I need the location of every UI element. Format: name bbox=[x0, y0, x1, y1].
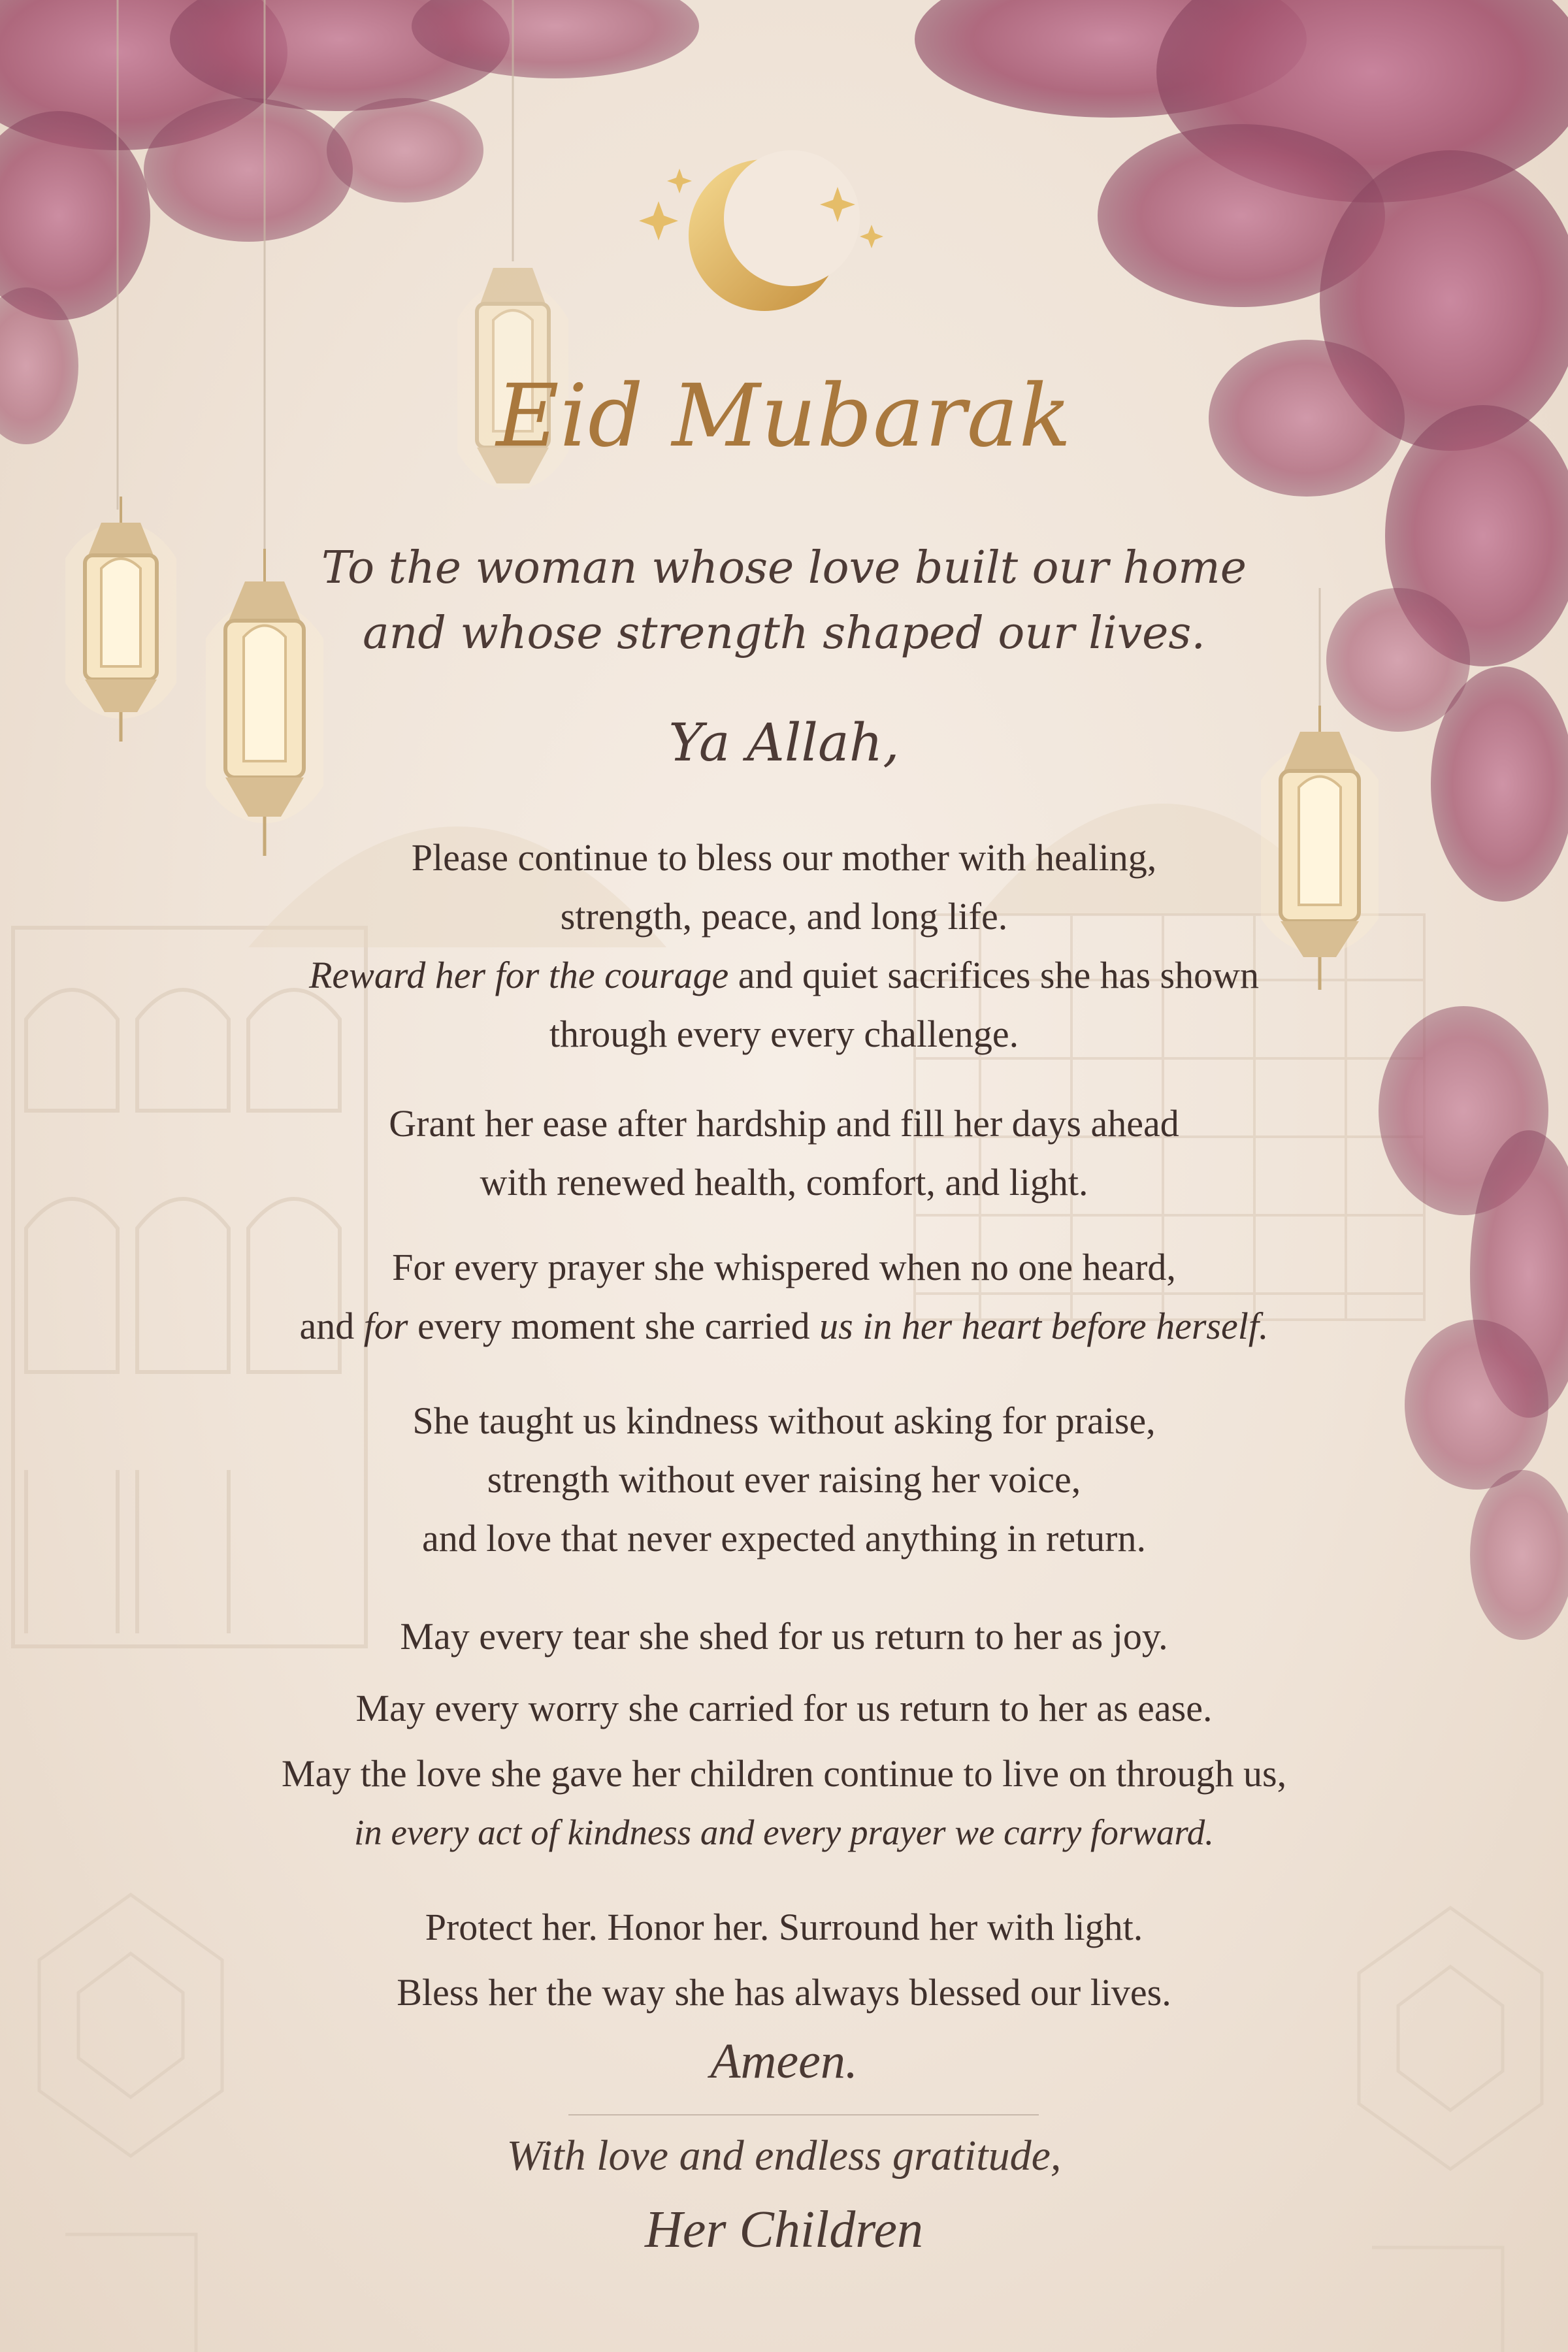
prayer-paragraph-2 bbox=[0, 1094, 1568, 1212]
prayer-paragraph-5 bbox=[0, 1601, 1568, 1744]
prayer-line bbox=[0, 1297, 1568, 1356]
signature: Her Children bbox=[645, 2201, 923, 2259]
closing-line: With love and endless gratitude, bbox=[506, 2132, 1062, 2180]
prayer-line bbox=[0, 946, 1568, 1005]
prayer-line-segment: every moment she carried bbox=[408, 1305, 820, 1347]
crescent-moon-icon bbox=[689, 150, 860, 311]
card-title: Eid Mubarak bbox=[496, 366, 1072, 466]
prayer-line: May the love she gave her children continue to live on through us, bbox=[281, 1752, 1287, 1795]
intro-line: and whose strength shaped our lives. bbox=[363, 608, 1205, 659]
prayer-line-italic: Reward her for the courage bbox=[309, 954, 729, 996]
prayer-paragraph-1 bbox=[0, 828, 1568, 1064]
divider-line bbox=[568, 2114, 1039, 2115]
prayer-line: She taught us kindness without asking for praise, bbox=[412, 1399, 1156, 1442]
ya-allah-heading: Ya Allah, bbox=[668, 712, 900, 773]
prayer-paragraph-7 bbox=[0, 1895, 1568, 2025]
crescent-moon-group bbox=[627, 150, 902, 320]
intro-line: To the woman whose love built our home bbox=[321, 542, 1247, 594]
prayer-paragraph-4 bbox=[0, 1392, 1568, 1568]
prayer-line: For every prayer she whispered when no one heard, bbox=[392, 1246, 1176, 1288]
prayer-line: Grant her ease after hardship and fill her days ahead bbox=[389, 1102, 1179, 1145]
prayer-line-italic: us in her heart before herself. bbox=[819, 1305, 1269, 1347]
prayer-line-italic: in every act of kindness and every prayer we carry forward. bbox=[353, 1812, 1215, 1852]
prayer-line: Protect her. Honor her. Surround her with light. bbox=[425, 1906, 1143, 1948]
prayer-paragraph-3 bbox=[0, 1238, 1568, 1356]
prayer-line: with renewed health, comfort, and light. bbox=[480, 1161, 1088, 1203]
prayer-paragraph-6 bbox=[0, 1744, 1568, 1862]
prayer-line-italic: for bbox=[363, 1305, 408, 1347]
prayer-line-rest: and quiet sacrifices she has shown bbox=[728, 954, 1259, 996]
prayer-line-segment: and bbox=[299, 1305, 364, 1347]
prayer-line: and love that never expected anything in return. bbox=[421, 1517, 1147, 1560]
prayer-line: through every every challenge. bbox=[549, 1013, 1019, 1055]
prayer-line: Please continue to bless our mother with healing, bbox=[411, 836, 1157, 879]
prayer-line: Bless her the way she has always blessed our lives. bbox=[397, 1971, 1171, 2014]
ameen-text: Ameen. bbox=[710, 2034, 858, 2089]
prayer-line: strength without ever raising her voice, bbox=[487, 1458, 1081, 1501]
prayer-line: strength, peace, and long life. bbox=[560, 895, 1008, 938]
intro-dedication bbox=[0, 536, 1568, 666]
prayer-line: May every worry she carried for us return to her as ease. bbox=[355, 1687, 1213, 1729]
prayer-line: May every tear she shed for us return to her as joy. bbox=[400, 1615, 1168, 1658]
